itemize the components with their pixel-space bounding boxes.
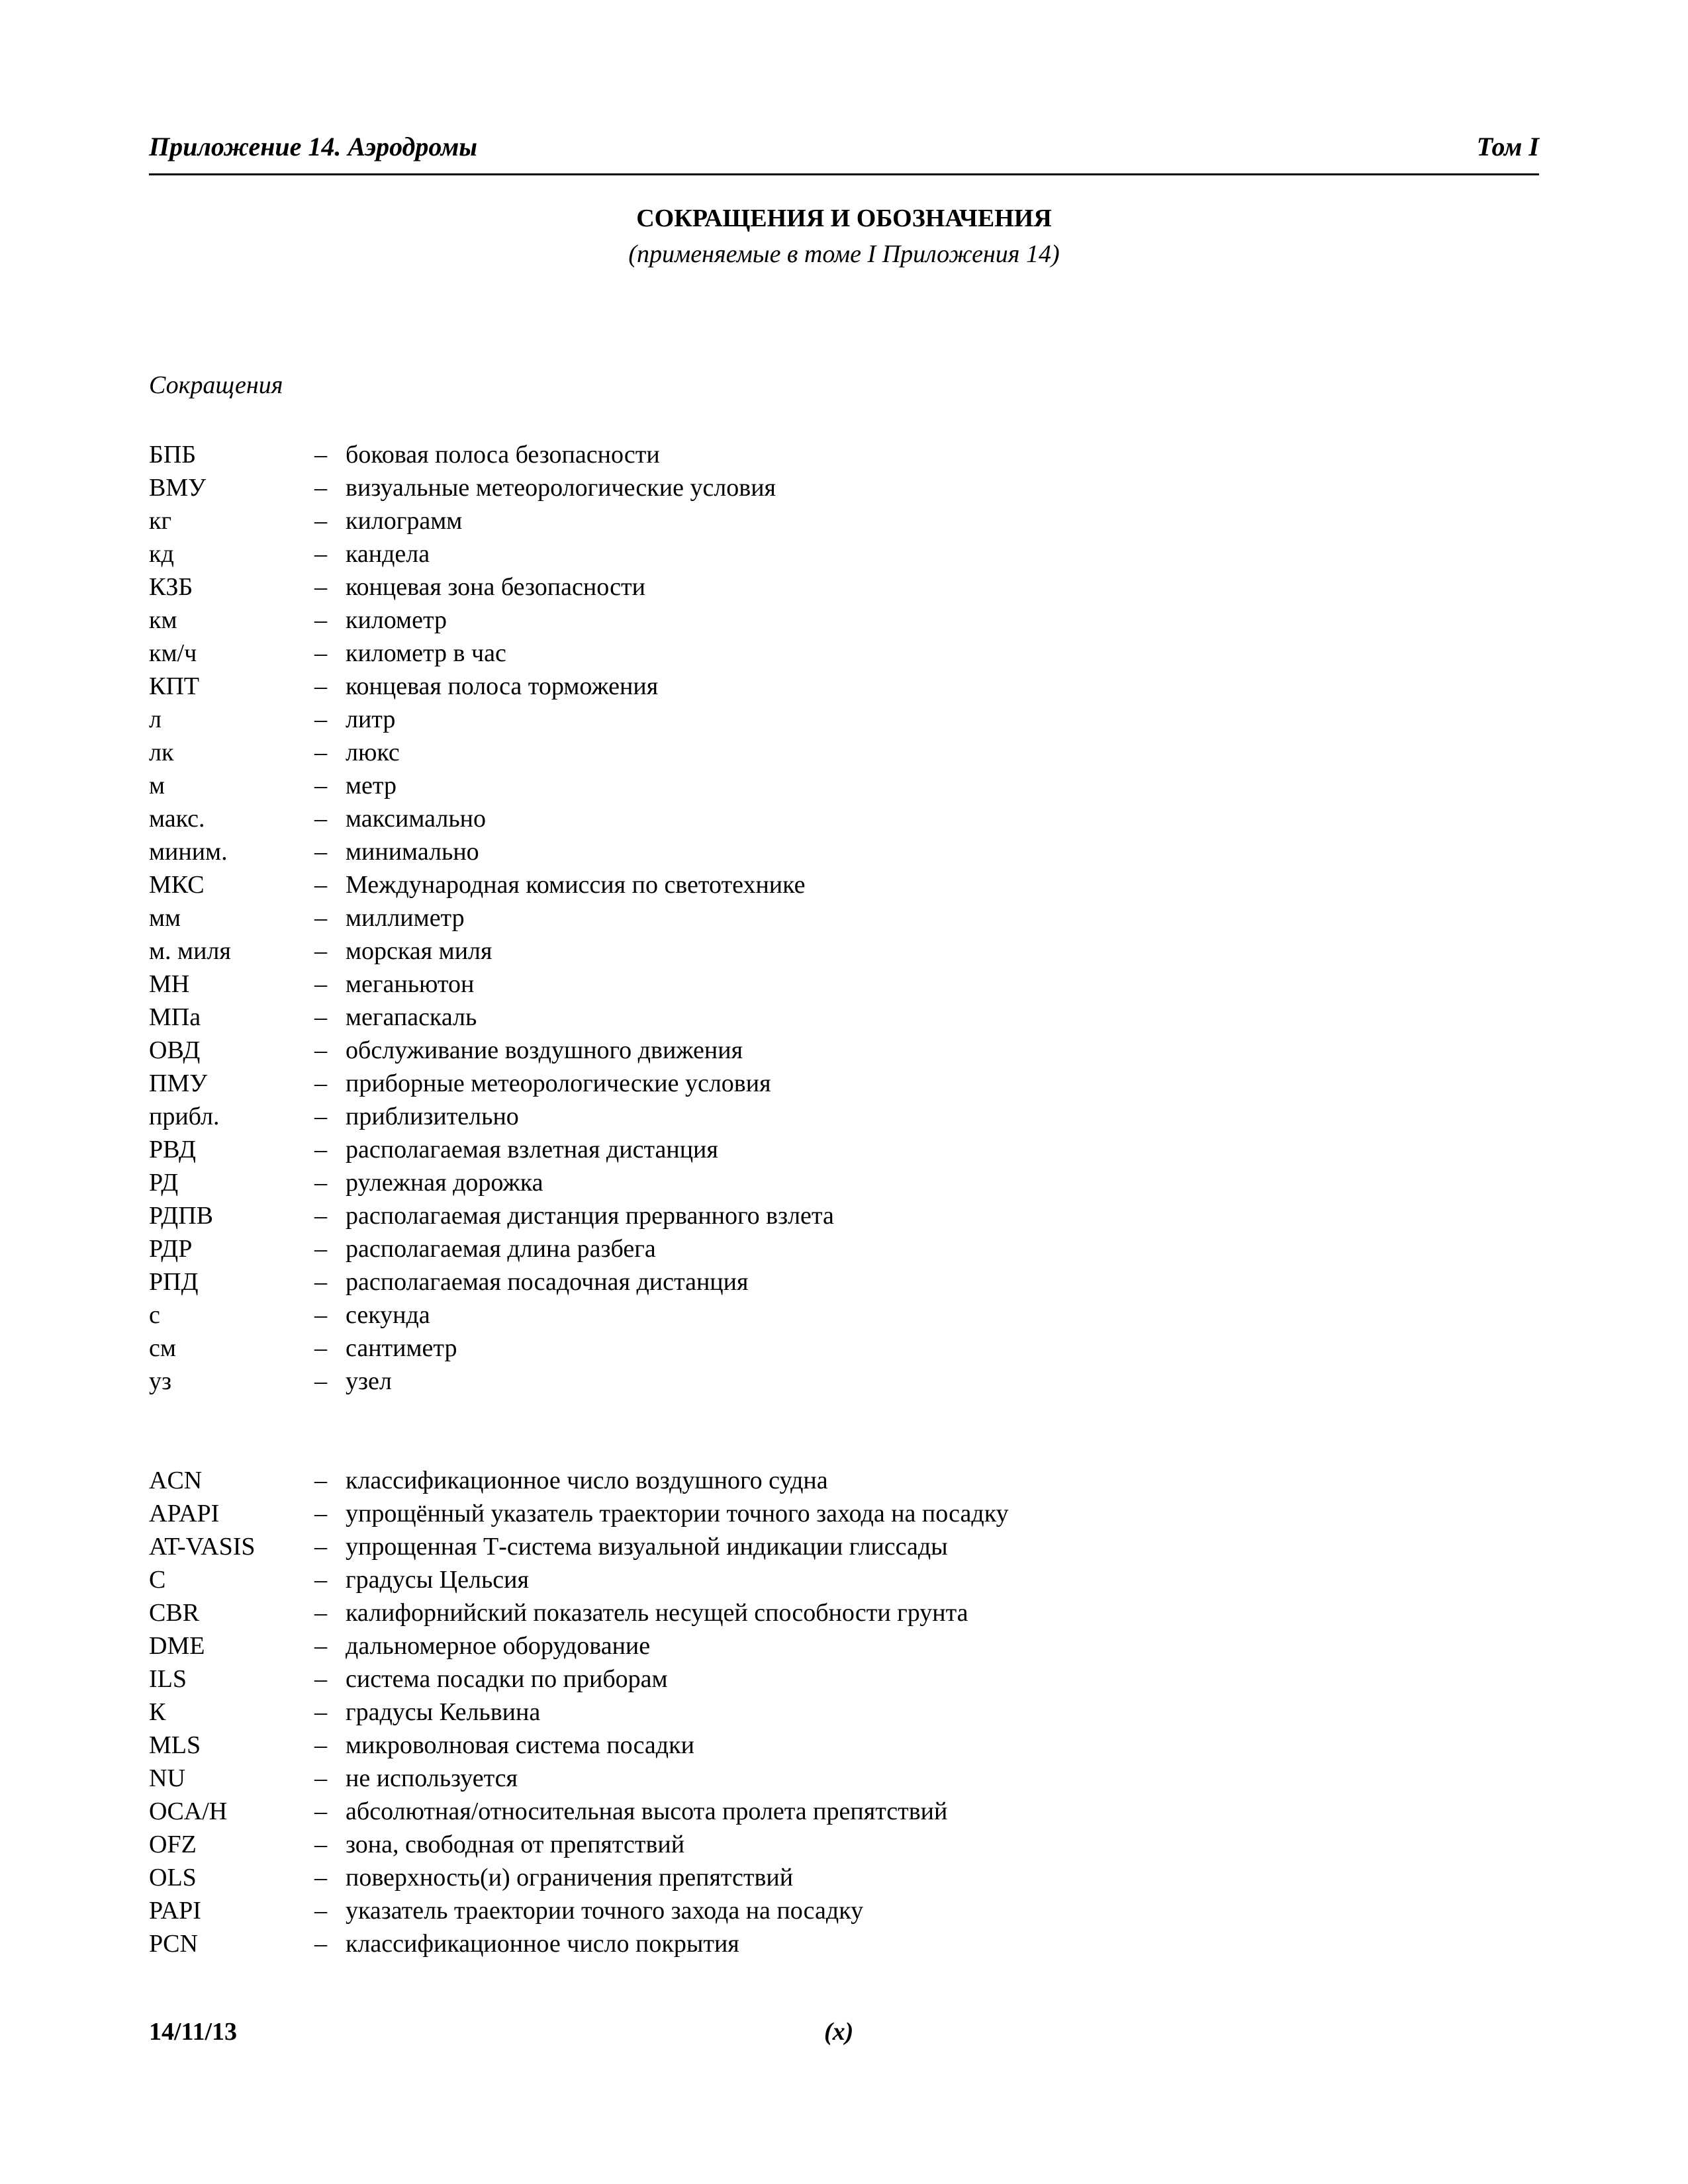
abbreviation-definition: классификационное число воздушного судна	[346, 1467, 828, 1494]
abbreviation-definition: визуальные метеорологические условия	[346, 474, 776, 502]
abbreviation-term: миним.	[149, 838, 228, 866]
abbreviation-term: см	[149, 1334, 176, 1362]
separator-dash: –	[314, 772, 327, 799]
separator-dash: –	[314, 1235, 327, 1263]
separator-dash: –	[314, 1367, 327, 1395]
separator-dash: –	[314, 1202, 327, 1230]
abbreviation-term: APAPI	[149, 1500, 220, 1527]
abbreviation-term: км/ч	[149, 639, 197, 667]
abbreviation-definition: упрощенная Т-система визуальной индикации глиссады	[346, 1533, 948, 1561]
separator-dash: –	[314, 507, 327, 535]
abbreviation-definition: минимально	[346, 838, 479, 866]
abbreviation-definition: рулежная дорожка	[346, 1169, 543, 1197]
abbreviation-definition: люкс	[346, 739, 400, 766]
separator-dash: –	[314, 1136, 327, 1163]
abbreviation-definition: располагаемая дистанция прерванного взлета	[346, 1202, 834, 1230]
abbreviation-definition: приблизительно	[346, 1103, 519, 1130]
abbreviation-term: PCN	[149, 1930, 198, 1958]
abbreviation-definition: абсолютная/относительная высота пролета препятствий	[346, 1797, 948, 1825]
separator-dash: –	[314, 1731, 327, 1759]
separator-dash: –	[314, 1632, 327, 1660]
separator-dash: –	[314, 1665, 327, 1693]
separator-dash: –	[314, 904, 327, 932]
separator-dash: –	[314, 1268, 327, 1296]
page-subtitle: (применяемые в томе I Приложения 14)	[628, 240, 1060, 268]
abbreviation-definition: система посадки по приборам	[346, 1665, 668, 1693]
abbreviation-term: КЗБ	[149, 573, 193, 601]
abbreviation-term: MLS	[149, 1731, 201, 1759]
abbreviation-definition: калифорнийский показатель несущей способности грунта	[346, 1599, 968, 1627]
abbreviation-term: ОВД	[149, 1036, 201, 1064]
separator-dash: –	[314, 441, 327, 469]
abbreviation-definition: располагаемая посадочная дистанция	[346, 1268, 749, 1296]
abbreviation-definition: морская миля	[346, 937, 492, 965]
abbreviation-definition: приборные метеорологические условия	[346, 1069, 771, 1097]
abbreviation-definition: литр	[346, 705, 396, 733]
abbreviation-definition: упрощённый указатель траектории точного захода на посадку	[346, 1500, 1009, 1527]
separator-dash: –	[314, 1533, 327, 1561]
separator-dash: –	[314, 1831, 327, 1858]
abbreviation-definition: Международная комиссия по светотехнике	[346, 871, 806, 899]
separator-dash: –	[314, 573, 327, 601]
abbreviation-definition: сантиметр	[346, 1334, 457, 1362]
abbreviation-definition: зона, свободная от препятствий	[346, 1831, 685, 1858]
separator-dash: –	[314, 1930, 327, 1958]
abbreviation-term: РВД	[149, 1136, 196, 1163]
abbreviation-term: МКС	[149, 871, 205, 899]
separator-dash: –	[314, 937, 327, 965]
separator-dash: –	[314, 838, 327, 866]
abbreviation-definition: килограмм	[346, 507, 463, 535]
header-volume: Том I	[1476, 132, 1539, 161]
abbreviation-term: OFZ	[149, 1831, 197, 1858]
abbreviation-definition: метр	[346, 772, 397, 799]
abbreviation-term: К	[149, 1698, 166, 1726]
abbreviation-term: МН	[149, 970, 190, 998]
separator-dash: –	[314, 1467, 327, 1494]
abbreviation-term: лк	[149, 739, 174, 766]
separator-dash: –	[314, 705, 327, 733]
abbreviation-term: РДПВ	[149, 1202, 213, 1230]
abbreviation-term: км	[149, 606, 177, 634]
abbreviation-term: ПМУ	[149, 1069, 208, 1097]
abbreviation-term: л	[149, 705, 162, 733]
separator-dash: –	[314, 1334, 327, 1362]
separator-dash: –	[314, 474, 327, 502]
abbreviation-term: ВМУ	[149, 474, 207, 502]
abbreviation-definition: километр	[346, 606, 447, 634]
separator-dash: –	[314, 1698, 327, 1726]
page-header	[149, 131, 1539, 175]
abbreviation-term: AT-VASIS	[149, 1533, 256, 1561]
footer-page-number: (x)	[824, 2018, 854, 2046]
abbreviation-term: м	[149, 772, 165, 799]
separator-dash: –	[314, 1797, 327, 1825]
separator-dash: –	[314, 1566, 327, 1594]
abbreviation-term: CBR	[149, 1599, 200, 1627]
abbreviation-term: БПБ	[149, 441, 197, 469]
abbreviation-term: кг	[149, 507, 172, 535]
separator-dash: –	[314, 606, 327, 634]
abbreviation-term: КПТ	[149, 672, 199, 700]
separator-dash: –	[314, 1003, 327, 1031]
footer-date: 14/11/13	[149, 2018, 238, 2046]
abbreviation-term: OCA/H	[149, 1797, 228, 1825]
abbreviation-definition: располагаемая взлетная дистанция	[346, 1136, 718, 1163]
separator-dash: –	[314, 1864, 327, 1891]
separator-dash: –	[314, 871, 327, 899]
abbreviation-term: С	[149, 1566, 166, 1594]
abbreviation-definition: боковая полоса безопасности	[346, 441, 660, 469]
separator-dash: –	[314, 1897, 327, 1925]
abbreviation-term: DME	[149, 1632, 205, 1660]
abbreviation-definition: обслуживание воздушного движения	[346, 1036, 743, 1064]
separator-dash: –	[314, 672, 327, 700]
abbreviation-definition: градусы Кельвина	[346, 1698, 541, 1726]
abbreviation-definition: градусы Цельсия	[346, 1566, 529, 1594]
abbreviation-definition: указатель траектории точного захода на посадку	[346, 1897, 864, 1925]
abbreviation-term: МПа	[149, 1003, 201, 1031]
abbreviation-definition: меганьютон	[346, 970, 475, 998]
abbreviation-definition: дальномерное оборудование	[346, 1632, 651, 1660]
abbreviation-term: РД	[149, 1169, 179, 1197]
abbreviation-definition: кандела	[346, 540, 430, 568]
abbreviation-term: мм	[149, 904, 181, 932]
abbreviation-definition: концевая зона безопасности	[346, 573, 645, 601]
separator-dash: –	[314, 1301, 327, 1329]
abbreviation-term: OLS	[149, 1864, 197, 1891]
abbreviation-definition: максимально	[346, 805, 486, 833]
abbreviation-term: м. миля	[149, 937, 231, 965]
separator-dash: –	[314, 805, 327, 833]
separator-dash: –	[314, 1599, 327, 1627]
abbreviation-term: РДР	[149, 1235, 193, 1263]
abbreviation-definition: концевая полоса торможения	[346, 672, 659, 700]
section-heading: Сокращения	[149, 371, 283, 399]
separator-dash: –	[314, 970, 327, 998]
abbreviation-term: уз	[149, 1367, 172, 1395]
separator-dash: –	[314, 1069, 327, 1097]
abbreviation-term: ILS	[149, 1665, 187, 1693]
abbreviation-definition: секунда	[346, 1301, 430, 1329]
separator-dash: –	[314, 1169, 327, 1197]
separator-dash: –	[314, 540, 327, 568]
abbreviation-term: ACN	[149, 1467, 203, 1494]
separator-dash: –	[314, 639, 327, 667]
abbreviation-definition: микроволновая система посадки	[346, 1731, 694, 1759]
abbreviation-definition: мегапаскаль	[346, 1003, 477, 1031]
separator-dash: –	[314, 1764, 327, 1792]
abbreviation-term: кд	[149, 540, 174, 568]
separator-dash: –	[314, 1103, 327, 1130]
abbreviation-term: с	[149, 1301, 160, 1329]
abbreviation-definition: узел	[346, 1367, 392, 1395]
abbreviation-term: макс.	[149, 805, 205, 833]
abbreviation-definition: классификационное число покрытия	[346, 1930, 739, 1958]
abbreviation-definition: не используется	[346, 1764, 518, 1792]
abbreviation-term: NU	[149, 1764, 185, 1792]
page-title: СОКРАЩЕНИЯ И ОБОЗНАЧЕНИЯ	[636, 205, 1052, 232]
separator-dash: –	[314, 1500, 327, 1527]
abbreviation-term: прибл.	[149, 1103, 220, 1130]
abbreviation-definition: располагаемая длина разбега	[346, 1235, 656, 1263]
header-document-title: Приложение 14. Аэродромы	[149, 132, 478, 161]
abbreviation-definition: миллиметр	[346, 904, 465, 932]
abbreviation-term: PAPI	[149, 1897, 201, 1925]
abbreviation-term: РПД	[149, 1268, 199, 1296]
abbreviation-definition: километр в час	[346, 639, 506, 667]
separator-dash: –	[314, 1036, 327, 1064]
separator-dash: –	[314, 739, 327, 766]
abbreviation-definition: поверхность(и) ограничения препятствий	[346, 1864, 794, 1891]
